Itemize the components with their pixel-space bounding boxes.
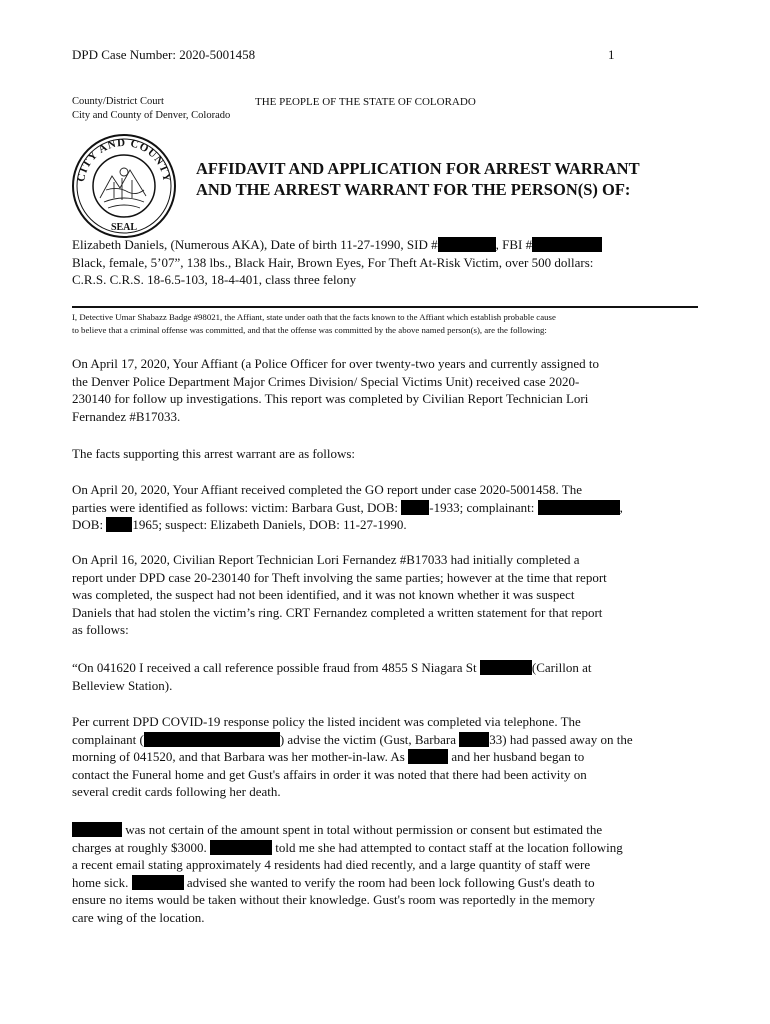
suspect-line-1a: Elizabeth Daniels, (Numerous AKA), Date of birth 11-27-1990, SID # [72,237,438,252]
court-location: City and County of Denver, Colorado [72,110,231,121]
page-number: 1 [608,47,615,62]
p6-line-1: Per current DPD COVID-19 response policy the listed incident was completed via telephone. The [72,714,581,729]
oath-line-1: I, Detective Umar Shabazz Badge #98021, the Affiant, state under oath that the facts known to the Affiant which establish probable cause [72,312,556,322]
seal-text-bottom: SEAL [110,222,138,233]
redaction-victim-dob [401,500,429,515]
p6-line-2a: complainant ( [72,731,144,747]
redaction-name-2 [72,822,122,837]
oath-line-2: to believe that a criminal offense was committed, and that the offense was committed by the above named person(s), are the following: [72,324,547,335]
p6-line-5: several credit cards following her death. [72,784,281,799]
p6-line-3b: and her husband began to [451,749,585,764]
paragraph-2 [72,445,697,463]
redaction-sid [438,237,496,252]
redaction-name-1 [408,749,448,764]
suspect-description [72,236,697,289]
p4-line-2: report under DPD case 20-230140 for Theft involving the same parties; however at the time that report [72,569,607,585]
p7-line-4a: home sick. [72,874,129,890]
redaction-complainant-name [144,732,280,747]
seal-text-top: CITY AND COUNTY [75,136,173,184]
paragraph-3 [72,481,697,534]
redaction-complainant-dob [106,517,132,532]
p5-line-2: Belleview Station). [72,677,173,693]
redaction-name-3 [210,840,272,855]
court-type: County/District Court [72,96,164,107]
p1-line-2: the Denver Police Department Major Crimes Division/ Special Victims Unit) received case 2020- [72,373,580,389]
title-line-2: AND THE ARREST WARRANT FOR THE PERSON(S) OF: [196,180,631,199]
p3-line-2c: , [619,499,623,515]
p7-line-5: ensure no items would be taken without their knowledge. Gust's room was reportedly in the memory [72,892,595,907]
p3-line-3b: 1965; suspect: Elizabeth Daniels, DOB: 11-27-1990. [132,517,407,532]
p7-line-4b: advised she wanted to verify the room had been lock following Gust's death to [183,874,595,890]
suspect-line-3: C.R.S. C.R.S. 18-6.5-103, 18-4-401, class three felony [72,272,357,287]
svg-text:CITY AND COUNTY OF DENVER [70,132,173,186]
paragraph-1 [72,355,697,425]
p4-line-5: as follows: [72,622,129,637]
p5-line-1b: (Carillon at [531,660,592,675]
p6-line-4: contact the Funeral home and get Gust's affairs in order it was noted that there had been activity on [72,766,587,782]
suspect-line-1b: , FBI # [495,237,533,252]
document-title [196,158,640,200]
paragraph-4 [72,551,697,639]
p4-line-4: Daniels that had stolen the victim’s ring. CRT Fernandez completed a written statement for that report [72,604,603,620]
paragraph-5 [72,659,697,694]
case-number: DPD Case Number: 2020-5001458 [72,47,256,62]
p3-line-2b: -1933; complainant: [429,499,538,515]
p7-line-2b: told me she had attempted to contact staff at the location following [272,839,623,855]
p7-line-1a: was not certain of the amount spent in total without permission or consent but estimated the [122,822,603,837]
affiant-oath [72,311,700,336]
p4-line-1: On April 16, 2020, Civilian Report Technician Lori Fernandez #B17033 had initially completed a [72,552,580,567]
paragraph-7 [72,821,697,926]
p4-line-3: was completed, the suspect had not been identified, and it was not known whether it was suspect [72,587,575,602]
p6-line-2b: ) advise the victim (Gust, Barbara [279,731,457,747]
p7-line-6: care wing of the location. [72,909,205,925]
redaction-name-4 [132,875,184,890]
p3-line-3a: DOB: [72,517,107,532]
p6-line-3a: morning of 041520, and that Barbara was her mother-in-law. As [72,749,405,764]
divider-rule [72,306,698,308]
city-county-seal [70,132,178,240]
p6-line-2c: 33) had passed away on the [489,731,633,747]
redaction-complainant [538,500,620,515]
redaction-unit [480,660,532,675]
suspect-line-2: Black, female, 5’07”, 138 lbs., Black Hair, Brown Eyes, For Theft At-Risk Victim, over 500 dollars: [72,254,594,270]
redaction-victim-age [459,732,489,747]
p1-line-3: 230140 for follow up investigations. This report was completed by Civilian Report Technician Lori [72,391,589,406]
title-line-1: AFFIDAVIT AND APPLICATION FOR ARREST WARRANT [196,159,640,178]
p5-line-1a: “On 041620 I received a call reference possible fraud from 4855 S Niagara St [72,660,477,675]
paragraph-6 [72,713,697,801]
people-caption: THE PEOPLE OF THE STATE OF COLORADO [255,96,476,108]
p3-line-2a: parties were identified as follows: victim: Barbara Gust, DOB: [72,499,402,515]
p3-line-1: On April 20, 2020, Your Affiant received completed the GO report under case 2020-5001458. The [72,482,583,497]
p1-line-1: On April 17, 2020, Your Affiant (a Police Officer for over twenty-two years and currently assigned to [72,356,599,371]
redaction-fbi [532,237,602,252]
p1-line-4: Fernandez #B17033. [72,408,181,424]
p2-line-1: The facts supporting this arrest warrant are as follows: [72,446,356,461]
p7-line-2a: charges at roughly $3000. [72,839,207,855]
p7-line-3: a recent email stating approximately 4 residents had died recently, and a large quantity of staff were [72,857,591,872]
